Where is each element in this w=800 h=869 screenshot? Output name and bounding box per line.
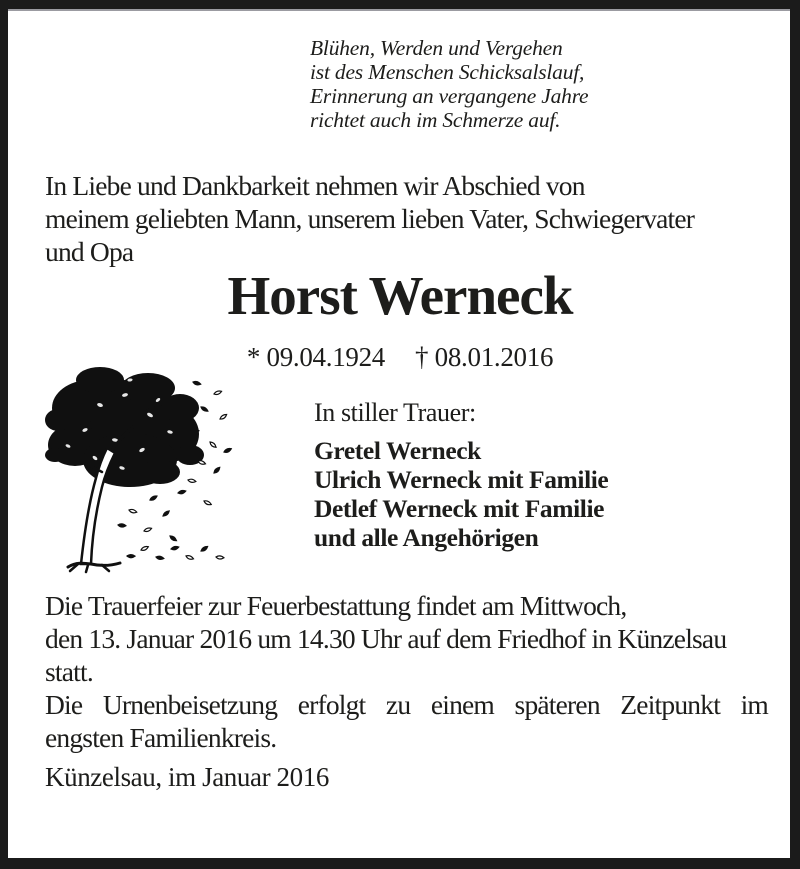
funeral-line: statt. (45, 656, 93, 687)
deceased-name: Horst Werneck (227, 265, 573, 326)
frame-bottom (0, 858, 800, 869)
verse-line: ist des Menschen Schicksalslauf, (310, 60, 585, 84)
funeral-line: Die Trauerfeier zur Feuerbestattung findet am Mittwoch, (45, 590, 627, 621)
verse-line: Blühen, Werden und Vergehen (310, 36, 563, 60)
intro-paragraph (45, 169, 694, 268)
tree-illustration (30, 360, 238, 575)
funeral-line: Die Urnenbeisetzung erfolgt zu einem späteren Zeitpunkt im (45, 689, 768, 720)
mourning-label: In stiller Trauer: (314, 398, 476, 427)
mourner-name: Detlef Werneck mit Familie (314, 494, 605, 523)
frame-left (0, 0, 8, 869)
funeral-info (45, 589, 768, 754)
intro-line: In Liebe und Dankbarkeit nehmen wir Abschied von (45, 170, 585, 201)
intro-line: meinem geliebten Mann, unserem lieben Vater, Schwiegervater (45, 203, 695, 234)
verse-line: Erinnerung an vergangene Jahre (310, 84, 589, 108)
funeral-line: den 13. Januar 2016 um 14.30 Uhr auf dem Friedhof in Künzelsau (45, 623, 727, 654)
death-date: † 08.01.2016 (415, 342, 554, 372)
memorial-verse (310, 36, 588, 132)
mourners-list (314, 436, 608, 552)
mourner-name: Ulrich Werneck mit Familie (314, 465, 609, 494)
frame-top (0, 0, 800, 9)
frame-right (790, 0, 800, 869)
intro-line: und Opa (45, 236, 134, 267)
birth-date: * 09.04.1924 (246, 342, 385, 372)
closing-place-date: Künzelsau, im Januar 2016 (45, 762, 329, 792)
top-divider-line (8, 9, 790, 11)
mourner-name: und alle Angehörigen (314, 523, 539, 552)
mourner-name: Gretel Werneck (314, 436, 481, 465)
funeral-line: engsten Familienkreis. (45, 722, 277, 753)
verse-line: richtet auch im Schmerze auf. (310, 108, 561, 132)
